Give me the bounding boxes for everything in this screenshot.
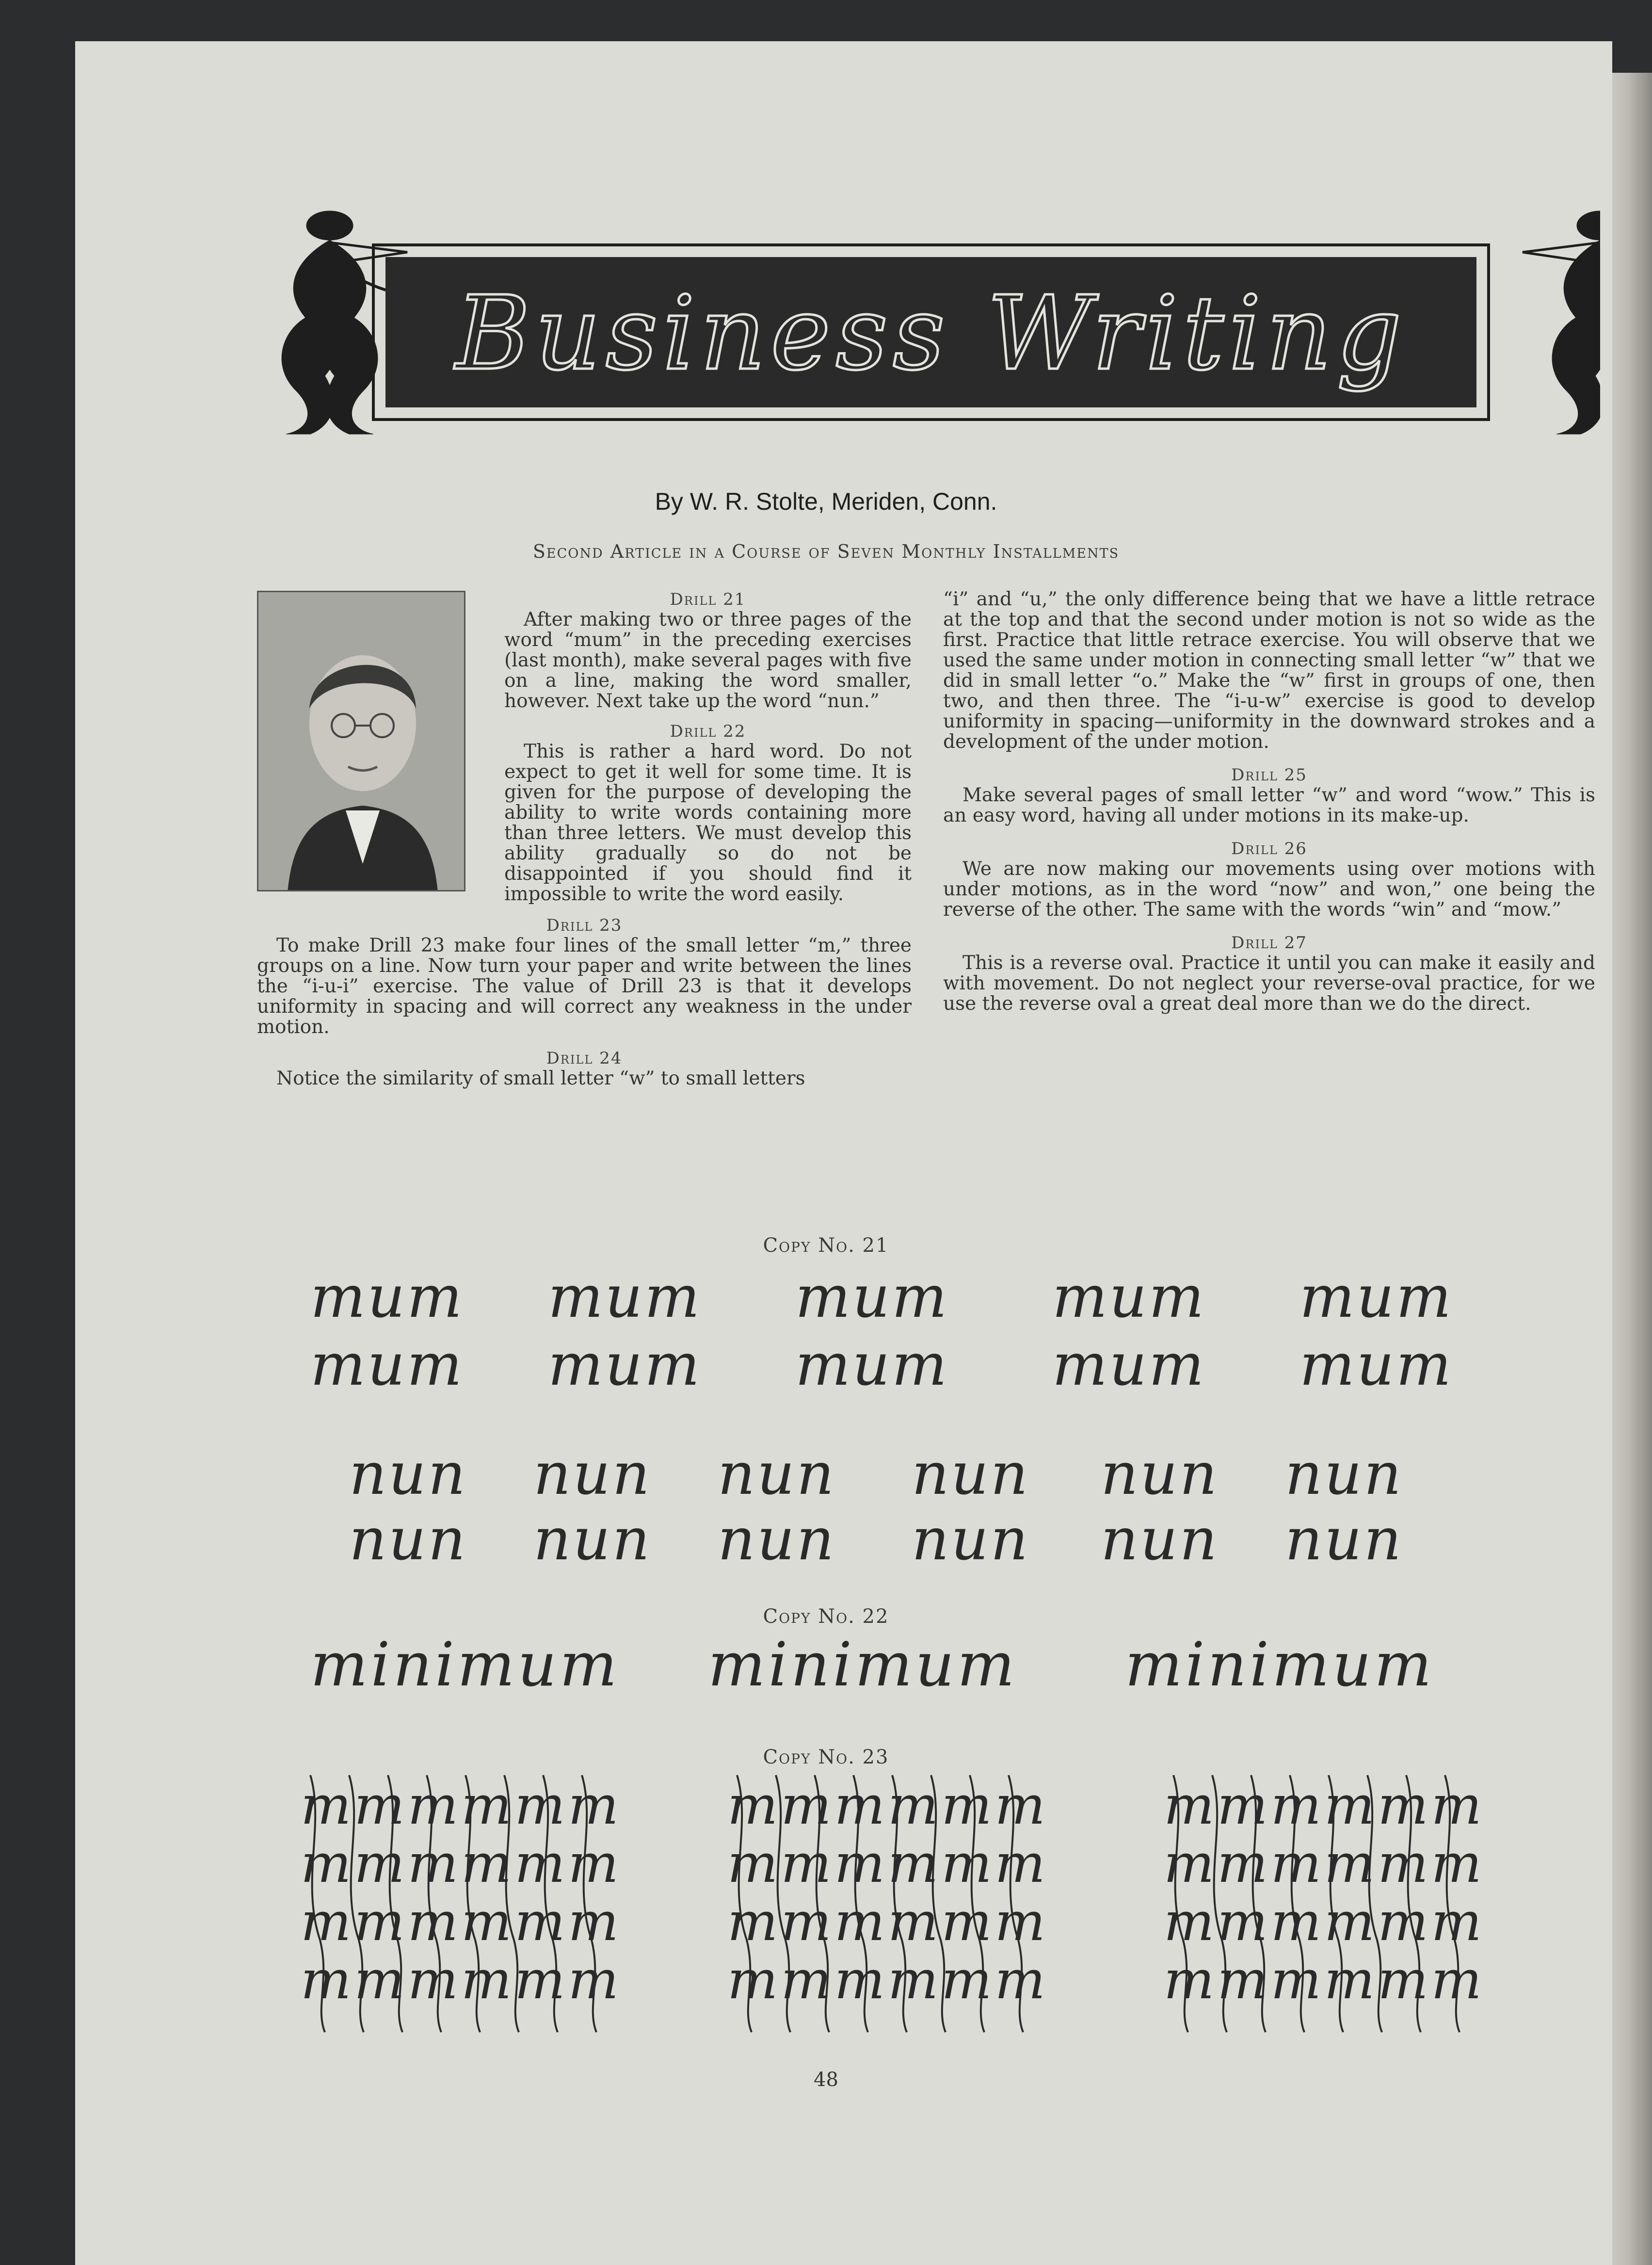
series-subtitle: Second Article in a Course of Seven Monthly Installments (532, 541, 1120, 562)
copy-21-word: nun (1285, 1440, 1403, 1508)
copy-21-word: mum (1052, 1331, 1206, 1399)
copy-21-word: mum (310, 1331, 464, 1399)
copy-21-word: nun (349, 1506, 467, 1573)
copy-22-heading: Copy No. 22 (763, 1605, 889, 1628)
drill-24-text: Notice the similarity of small letter “w” to small letters (276, 1068, 805, 1089)
copy-21-word: nun (718, 1440, 836, 1508)
copy-21-word: nun (1101, 1440, 1219, 1508)
copy-23-word: mmmmmm (301, 1891, 622, 1953)
copy-23-word: mmmmmm (1164, 1949, 1485, 2011)
copy-23-word: mmmmmm (727, 1891, 1048, 1953)
drill-21-heading: Drill 21 (670, 590, 746, 609)
copy-21-word: nun (533, 1440, 652, 1508)
copy-23-word: mmmmmm (1164, 1774, 1485, 1836)
copy-21-word: nun (718, 1506, 836, 1573)
copy-21-word: nun (1101, 1506, 1219, 1573)
drill-25-heading: Drill 25 (1231, 765, 1307, 785)
banner-title: Business Writing (455, 274, 1407, 393)
copy-21-word: mum (795, 1331, 949, 1399)
copy-21-word: nun (912, 1506, 1030, 1573)
drill-26-heading: Drill 26 (1231, 839, 1307, 858)
drill-22-heading: Drill 22 (670, 722, 746, 741)
drill-26-text: We are now making our movements using over motions with under motions, as in the word “now” and won,” one being the reverse of the other. The same with the words “win” and “mow.” (943, 858, 1595, 921)
drill-23-heading: Drill 23 (546, 916, 623, 935)
drill-24-continued: “i” and “u,” the only difference being that we have a little retrace at the top and that the second under motion is not so wide as the first. Practice that little retrace exercise. You will observe that we used the same under motion in connecting small letter “w” that we did in small letter “o.” Make the “w” first in groups of one, then two, and then three. The “i-u-w” exercise is good to develop uniformity in spacing—uniformity in the downward strokes and a development of the under motion. (943, 588, 1595, 753)
copy-23-word: mmmmmm (727, 1949, 1048, 2011)
left-column (257, 589, 912, 1089)
copy-21-word: nun (1285, 1506, 1403, 1573)
copy-21-word: mum (1299, 1331, 1453, 1399)
copy-23-word: mmmmmm (727, 1832, 1048, 1894)
copy-22-word: minimum (1125, 1630, 1435, 1700)
header-banner (252, 206, 1600, 463)
drill-21-text: After making two or three pages of the word “mum” in the preceding exercises (last month), make several pages with five on a line, making the word smaller, however. Next take up the word “nun.” (504, 609, 912, 712)
drill-24-heading: Drill 24 (546, 1049, 623, 1068)
copy-21-heading: Copy No. 21 (763, 1234, 889, 1257)
copy-23-word: mmmmmm (301, 1832, 622, 1894)
right-column (943, 589, 1595, 1014)
copy-23-word: mmmmmm (301, 1774, 622, 1836)
copy-23-word: mmmmmm (301, 1949, 622, 2011)
drill-27-text: This is a reverse oval. Practice it until you can make it easily and with movement. Do not neglect your reverse-oval practice, for we use the reverse oval a great deal more than we do the direct. (943, 952, 1595, 1015)
drill-25-text: Make several pages of small letter “w” and word “wow.” This is an easy word, having all under motions in its make-up. (943, 784, 1595, 826)
page-edge (1612, 73, 1652, 2265)
copy-21-word: mum (795, 1263, 949, 1331)
page-number: 48 (814, 2069, 838, 2091)
right-ornament-icon (1523, 211, 1600, 434)
copy-21-word: mum (310, 1263, 464, 1331)
copy-21-word: mum (548, 1331, 702, 1399)
drill-23-text: To make Drill 23 make four lines of the small letter “m,” three groups on a line. Now turn your paper and write between the lines the “i-u-i” exercise. The value of Drill 23 is that it develops uniformity in spacing and will correct any weakness in the under motion. (257, 935, 912, 1038)
drill-22-text: This is rather a hard word. Do not expect to get it well for some time. It is given for the purpose of developing the ability to write words containing more than three letters. We must develop this ability gradually so do not be disappointed if you should find it impossible to write the word easily. (504, 741, 912, 905)
copy-22-word: minimum (310, 1630, 620, 1700)
copy-21-word: nun (912, 1440, 1030, 1508)
byline: By W. R. Stolte, Meriden, Conn. (655, 488, 997, 515)
copy-21-word: mum (1052, 1263, 1206, 1331)
copy-23-heading: Copy No. 23 (763, 1746, 889, 1768)
copy-23-word: mmmmmm (727, 1774, 1048, 1836)
copy-21-word: nun (533, 1506, 652, 1573)
copy-21-word: nun (349, 1440, 467, 1508)
copy-22-word: minimum (708, 1630, 1018, 1700)
copy-21-word: mum (1299, 1263, 1453, 1331)
drill-27-heading: Drill 27 (1231, 933, 1307, 953)
copy-21-word: mum (548, 1263, 702, 1331)
copy-23-word: mmmmmm (1164, 1832, 1485, 1894)
copy-23-word: mmmmmm (1164, 1891, 1485, 1953)
